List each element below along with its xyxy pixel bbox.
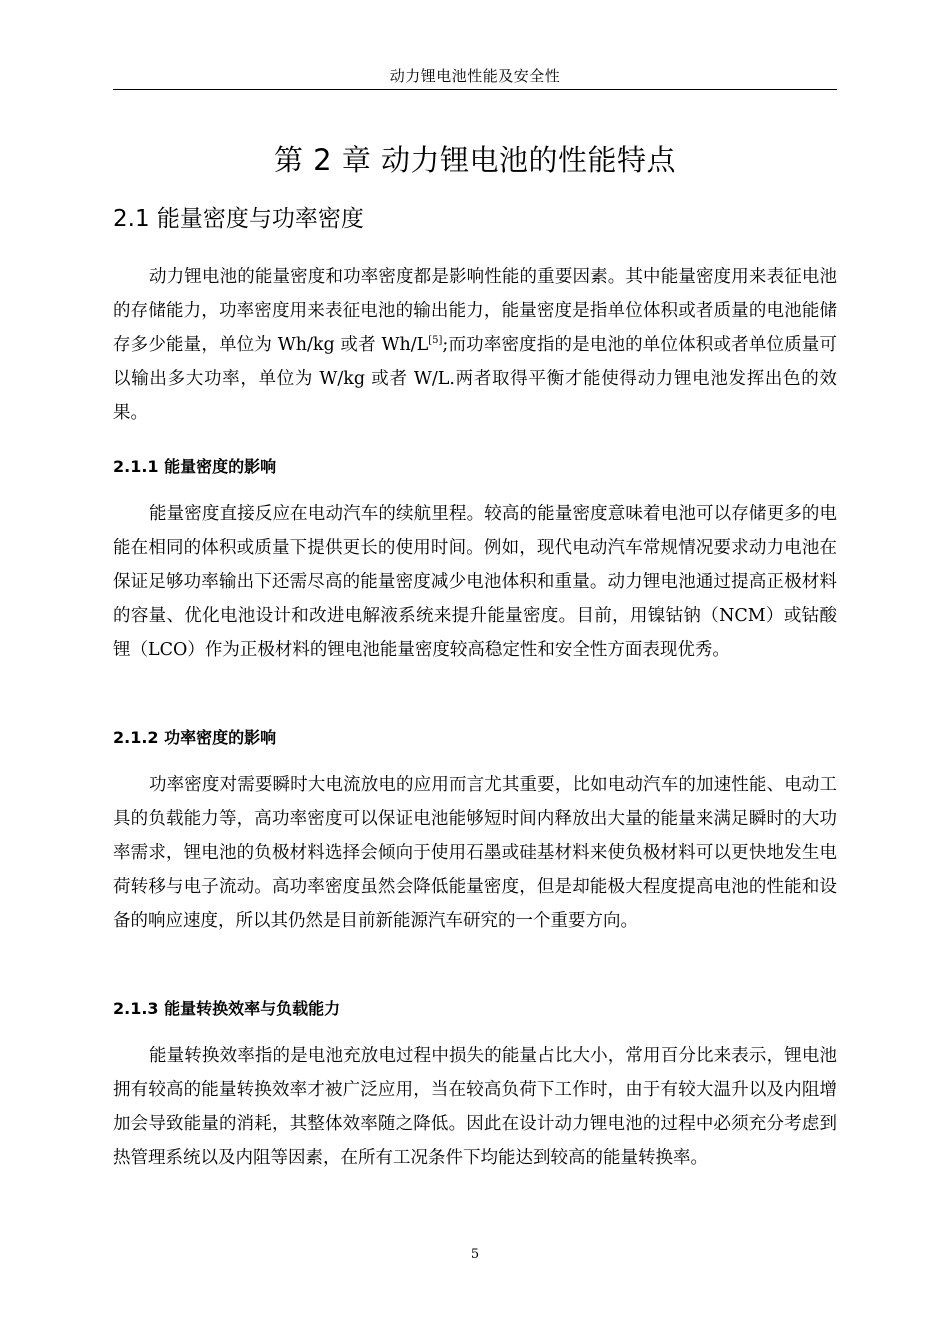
- subsection-title-2-1-3: 2.1.3 能量转换效率与负载能力: [113, 999, 341, 1018]
- section-title: 2.1 能量密度与功率密度: [113, 206, 364, 232]
- header-divider: [113, 89, 837, 90]
- subsection-paragraph-2-1-2: 功率密度对需要瞬时大电流放电的应用而言尤其重要，比如电动汽车的加速性能、电动工具的负载能力等，高功率密度可以保证电池能够短时间内释放出大量的能量来满足瞬时的大功率需求，锂电池的负极材料选择会倾向于使用石墨或硅基材料来使负极材料可以更快地发生电荷转移与电子流动。高功率密度虽然会降低能量密度，但是却能极大程度提高电池的性能和设备的响应速度，所以其仍然是目前新能源汽车研究的一个重要方向。: [113, 775, 837, 931]
- section-intro-paragraph: [113, 260, 837, 430]
- subsection-title-2-1-1: 2.1.1 能量密度的影响: [113, 457, 277, 476]
- running-header: 动力锂电池性能及安全性: [389, 67, 561, 85]
- page-number: 5: [470, 1247, 480, 1262]
- chapter-title: 第 2 章 动力锂电池的性能特点: [273, 143, 677, 177]
- subsection-title-2-1-2: 2.1.2 功率密度的影响: [113, 728, 277, 747]
- subsection-paragraph-2-1-3: 能量转换效率指的是电池充放电过程中损失的能量占比大小，常用百分比来表示，锂电池拥有较高的能量转换效率才被广泛应用，当在较高负荷下工作时，由于有较大温升以及内阻增加会导致能量的消耗，其整体效率随之降低。因此在设计动力锂电池的过程中必须充分考虑到热管理系统以及内阻等因素，在所有工况条件下均能达到较高的能量转换率。: [113, 1046, 837, 1168]
- intro-text-after-citation: ;而功率密度指的是电池的单位体积或者单位质量可以输出多大功率，单位为 W/kg 或者 W/L.两者取得平衡才能使得动力锂电池发挥出色的效果。: [113, 335, 837, 423]
- intro-text-before-citation: 动力锂电池的能量密度和功率密度都是影响性能的重要因素。其中能量密度用来表征电池的存储能力，功率密度用来表征电池的输出能力，能量密度是指单位体积或者质量的电池能储存多少能量，单位为 Wh/kg 或者 Wh/L: [113, 267, 837, 355]
- subsection-paragraph-2-1-1: 能量密度直接反应在电动汽车的续航里程。较高的能量密度意味着电池可以存储更多的电能在相同的体积或质量下提供更长的使用时间。例如，现代电动汽车常规情况要求动力电池在保证足够功率输出下还需尽高的能量密度减少电池体积和重量。动力锂电池通过提高正极材料的容量、优化电池设计和改进电解液系统来提升能量密度。目前，用镍钴钠（NCM）或钴酸锂（LCO）作为正极材料的锂电池能量密度较高稳定性和安全性方面表现优秀。: [113, 504, 837, 660]
- citation-reference: [5]: [428, 335, 443, 346]
